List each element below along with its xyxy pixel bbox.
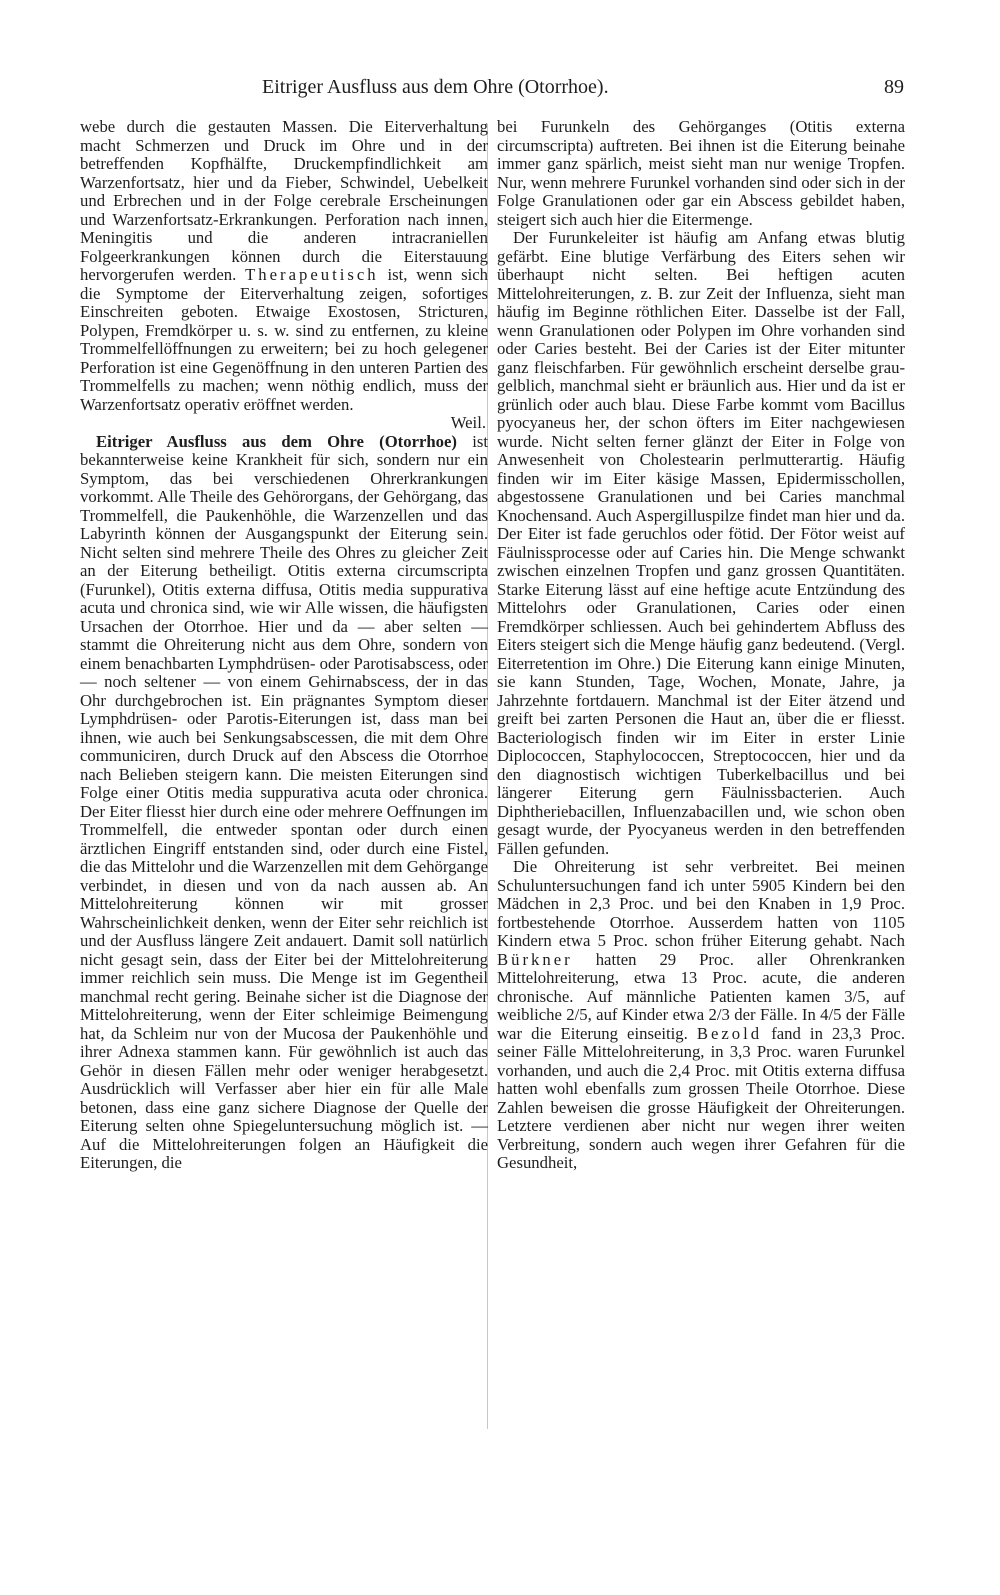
article-heading: Eitriger Ausfluss aus dem Ohre (Otorrhoe) (96, 431, 457, 451)
running-header (84, 76, 904, 106)
paragraph (497, 229, 905, 858)
paragraph (497, 118, 905, 229)
paragraph-text: Der Furunkeleiter ist häufig am Anfang etwas blutig gefärbt. Eine blutige Verfärbung des Eiters sehen wir überhaupt nicht selten. Bei heftigen acuten Mittelohreiterungen, z. B. zur Zeit der Influenza, sieht man häufig im Beginne röthlichen Eiter. Dasselbe ist der Fall, wenn Granulationen oder Polypen im Ohre vorhanden sind oder Caries besteht. Bei der Caries ist der Eiter mitunter ganz fleischfarben. Für gewöhnlich erscheint derselbe grau-gelblich, manchmal sieht er bräunlich aus. Hier und da ist er grünlich oder auch blau. Diese Farbe kommt vom Bacillus pyocyaneus her, der schon öfters im Eiter nachgewiesen wurde. Nicht selten ferner glänzt der Eiter in Folge von Anwesenheit von Cholestearin perlmutterartig. Häufig finden wir im Eiter käsige Massen, Epidermisschollen, abgestossene Granulationen und bei Caries manchmal Knochensand. Auch Aspergilluspilze findet man hier und da. Der Eiter ist fade geruchlos oder fötid. Der Fötor weist auf Fäulnissprocesse oder auf Caries hin. Die Menge schwankt zwischen einzelnen Tropfen und ganz grossen Quantitäten. Starke Eiterung lässt auf eine heftige acute Entzündung des Mittelohrs oder Granulationen, Caries oder einen Fremdkörper schliessen. Auch bei gehindertem Abfluss des Eiters steigert sich die Menge häufig ganz bedeutend. (Vergl. Eiterretention im Ohre.) Die Eiterung kann einige Minuten, sie kann Stunden, Tage, Wochen, Monate, Jahre, ja Jahrzehnte fortdauern. Manchmal ist der Eiter ätzend und greift bei zarten Personen die Haut an, über die er fliesst. Bacteriologisch finden wir im Eiter in erster Linie Diplococcen, Staphylococcen, Streptococcen, hier und da den diagnostisch wichtigen Tuberkelbacillus und bei längerer Eiterung gern Fäulnissbacterien. Auch Diphtheriebacillen, Influenzabacillen und, wie schon oben gesagt wurde, der Pyocyaneus werden in den betreffenden Fällen gefunden. (497, 228, 905, 858)
paragraph-text: fand in 23,3 Proc. seiner Fälle Mittelohreiterung, in 3,3 Proc. waren Furunkel vorhanden, und auch die 2,4 Proc. mit Otitis externa diffusa hatten wohl ebenfalls zum grossen Theile Otorrhoe. Diese Zahlen beweisen die grosse Häufigkeit der Ohreiterungen. Letztere verdienen aber nicht nur wegen ihrer weiten Verbreitung, sondern auch wegen ihrer Gefahren für die Gesundheit, (497, 1023, 906, 1172)
paragraph-text: bei Furunkeln des Gehörganges (Otitis externa circumscripta) auftreten. Bei ihnen ist die Eiterung beinahe immer ganz spärlich, meist sieht man nur wenige Tropfen. Nur, wenn mehrere Furunkel vorhanden sind oder sich in der Folge Granulationen oder gar ein Abscess gebildet haben, steigert sich auch hier die Eitermenge. (497, 117, 905, 229)
paragraph-text: ist bekannterweise keine Krankheit für sich, sondern nur ein Symptom, das bei verschiedenen Ohrerkrankungen vorkommt. Alle Theile des Gehörorgans, der Gehörgang, das Trommelfell, die Paukenhöhle, die Warzenzellen und das Labyrinth können der Ausgangspunkt der Eiterung sein. Nicht selten sind mehrere Theile des Ohres zu gleicher Zeit an der Eiterung betheiligt. Otitis externa circumscripta (Furunkel), Otitis externa diffusa, Otitis media suppurativa acuta und chronica sind, wie wir Alle wissen, die häufigsten Ursachen der Otorrhoe. Hier und da — aber selten — stammt die Ohreiterung nicht aus dem Ohre, sondern von einem benachbarten Lymphdrüsen- oder Parotisabscess, oder — noch seltener — von einem Gehirnabscess, der in das Ohr durchgebrochen ist. Ein prägnantes Symptom dieser Lymphdrüsen- oder Parotis-Eiterungen ist, dass man bei ihnen, wie auch bei Senkungsabscessen, die mit dem Ohre communiciren, durch Druck auf den Abscess die Otorrhoe nach Belieben steigern kann. Die meisten Eiterungen sind Folge einer Otitis media suppurativa acuta oder chronica. Der Eiter fliesst hier durch eine oder mehrere Oeffnungen im Trommelfell, die entweder spontan oder durch einen ärztlichen Eingriff entstanden sind, oder durch eine Fistel, die das Mittelohr und die Warzenzellen mit dem Gehörgange verbindet, in diesen und von da nach aussen ab. An Mittelohreiterung können wir mit grosser Wahrscheinlichkeit denken, wenn der Eiter sehr reichlich ist und der Ausfluss längere Zeit andauert. Damit soll natürlich nicht gesagt sein, dass der Eiter bei der Mittelohreiterung immer reichlich sein muss. Die Menge ist im Gegentheil manchmal recht gering. Beinahe sicher ist die Diagnose der Mittelohreiterung, wenn der Eiter schleimige Beimengung hat, da Schleim nur von der Mucosa der Paukenhöhle und ihrer Adnexa stammen kann. Für gewöhnlich ist auch das Gehör in diesen Fällen mehr oder weniger herabgesetzt. Ausdrücklich will Verfasser aber hier ein für alle Male betonen, dass eine ganz sichere Diagnose der Quelle der Eiterung selten ohne Spiegeluntersuchung möglich ist. — Auf die Mittelohreiterungen folgen an Häufigkeit die Eiterungen, die (80, 431, 488, 1172)
paragraph (80, 433, 488, 1173)
page-number: 89 (884, 76, 904, 98)
author-name: Bürkner (497, 949, 573, 969)
paragraph-text: hatten 29 Proc. aller Ohrenkranken Mittelohreiterung, etwa 13 Proc. acute, die anderen chronische. Auf männliche Patienten kamen 3/5, auf weibliche 2/5, auf Kinder etwa 2/3 der Fälle. In 4/5 der Fälle war die Eiterung einseitig. (497, 949, 905, 1043)
spaced-term: Therapeutisch (245, 265, 379, 284)
right-column (497, 118, 905, 1173)
author-signature: Weil. (450, 413, 486, 432)
paragraph (80, 118, 488, 433)
paragraph (497, 858, 905, 1173)
running-title: Eitriger Ausfluss aus dem Ohre (Otorrhoe). (262, 76, 609, 98)
paragraph-text: ist, wenn sich die Symptome der Eiterverhaltung zeigen, sofortiges Einschreiten geboten. Etwaige Exostosen, Stricturen, Polypen, Fremdkörper u. s. w. sind zu entfernen, zu kleine Trommelfellöffnungen zu erweitern; bei zu hoch gelegener Perforation ist eine Gegenöffnung in den unteren Partien des Trommelfells zu machen; wenn nöthig endlich, muss der Warzenfortsatz operativ eröffnet werden. (80, 265, 489, 414)
paragraph-text: Die Ohreiterung ist sehr verbreitet. Bei meinen Schuluntersuchungen fand ich unter 5905 Kindern bei den Mädchen in 2,3 Proc. und bei den Knaben in 1,9 Proc. fortbestehende Otorrhoe. Ausserdem hatten von 1105 Kindern etwa 5 Proc. schon früher Eiterung gehabt. Nach (497, 857, 905, 950)
author-name: Bezold (696, 1023, 763, 1043)
left-column (80, 118, 488, 1173)
paragraph-text: webe durch die gestauten Massen. Die Eiterverhaltung macht Schmerzen und Druck im Ohre und in der betreffenden Kopfhälfte, Druckempfindlichkeit am Warzenfortsatz, hier und da Fieber, Schwindel, Uebelkeit und Erbrechen und in der Folge cerebrale Erscheinungen und Warzenfortsatz-Erkrankungen. Perforation nach innen, Meningitis und die anderen intracraniellen Folgeerkrankungen können durch die Eiterstauung hervorgerufen werden. (80, 117, 488, 284)
